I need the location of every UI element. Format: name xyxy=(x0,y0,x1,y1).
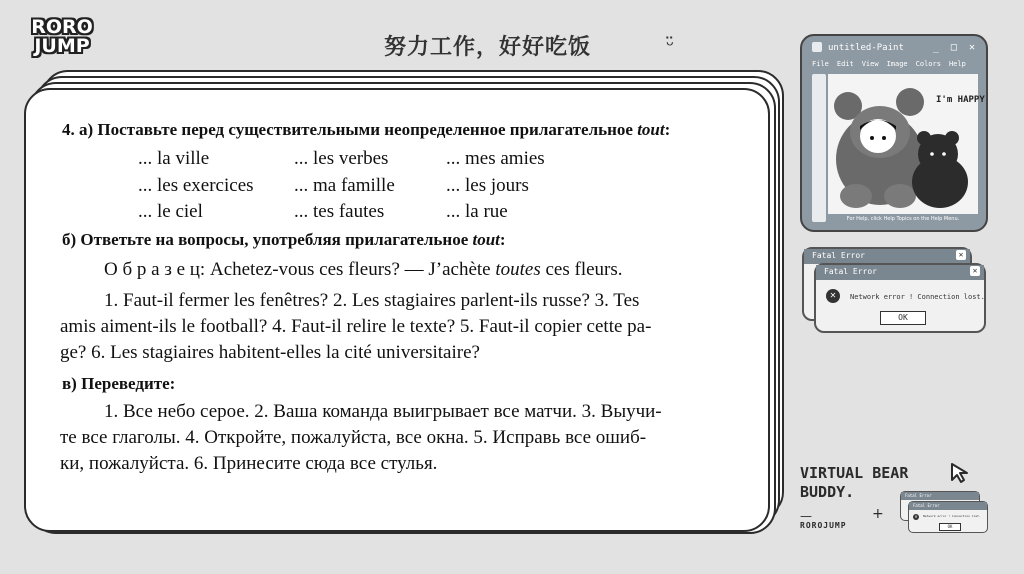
section-b-line: amis aiment-ils le football? 4. Faut-il relire le texte? 5. Faut-il copier cette pa- xyxy=(60,316,652,337)
grid-cell: ... les exercices xyxy=(138,175,254,196)
paint-toolbox[interactable] xyxy=(812,74,826,222)
grid-cell: ... ma famille xyxy=(294,175,395,196)
section-c-line: те все глаголы. 4. Откройте, пожалуйста, все окна. 5. Исправь все ошиб- xyxy=(60,427,647,448)
close-icon[interactable]: ✕ xyxy=(956,250,966,260)
window-controls[interactable]: _ □ ✕ xyxy=(932,42,978,53)
error-message: Network error ! Connection lost. xyxy=(850,293,985,301)
section-a-heading-text: 4. а) Поставьте перед существительными неопределенное прилагательное xyxy=(62,120,638,139)
paint-menu xyxy=(812,60,976,72)
sample-text: Achetez-vous ces fleurs? — J’achète xyxy=(205,259,496,280)
ok-button[interactable]: OK xyxy=(880,311,926,325)
menu-file[interactable]: File xyxy=(812,60,829,68)
paint-help: For Help, click Help Topics on the Help Menu. xyxy=(846,216,960,222)
error-title: Fatal Error xyxy=(812,251,865,260)
sparkle-icon: + xyxy=(872,506,884,522)
sample-italic: toutes xyxy=(495,259,541,280)
error-titlebar xyxy=(804,249,970,264)
mini-error-titlebar xyxy=(909,502,987,510)
logo-line-2: JUMP xyxy=(34,35,90,57)
menu-view[interactable]: View xyxy=(861,60,879,68)
menu-help[interactable]: Help xyxy=(948,60,966,68)
mini-error-message: Network error ! Connection lost. xyxy=(923,514,981,518)
close-icon[interactable]: ✕ xyxy=(970,266,980,276)
mini-error-dialog xyxy=(908,501,988,533)
cursor-icon xyxy=(950,462,970,484)
canvas-text: I'm HAPPY xyxy=(936,95,985,105)
section-a-heading-end: : xyxy=(664,120,671,139)
paint-icon xyxy=(812,42,822,52)
section-c-line: 1. Все небо серое. 2. Ваша команда выигрывает все матчи. 3. Выучи- xyxy=(104,401,662,422)
mini-ok-button[interactable]: OK xyxy=(939,523,961,531)
logo-text xyxy=(26,18,98,56)
bear-illustration xyxy=(828,74,985,214)
section-b-heading-text: б) Ответьте на вопросы, употребляя прилагательное xyxy=(62,230,473,249)
smiley-icon: ᵕ̈ xyxy=(666,33,675,57)
paint-canvas xyxy=(828,74,985,214)
grid-cell: ... la ville xyxy=(138,148,210,169)
section-c-line: ки, пожалуйста. 6. Принесите сюда все стулья. xyxy=(60,453,438,474)
exercise-document xyxy=(24,88,770,532)
error-title: Fatal Error xyxy=(824,267,877,276)
grid-cell: ... mes amies xyxy=(446,148,545,169)
footer-title xyxy=(800,464,908,502)
footer-brand: ROROJUMP xyxy=(800,521,847,530)
sample-end: ces fleurs. xyxy=(540,259,623,280)
mini-error-titlebar xyxy=(901,492,979,500)
grid-cell: ... la rue xyxy=(446,201,508,222)
grid-cell: ... le ciel xyxy=(138,201,203,222)
sample-line xyxy=(104,259,623,281)
error-titlebar xyxy=(816,265,984,280)
grid-cell: ... les jours xyxy=(446,175,529,196)
section-c-heading: в) Переведите: xyxy=(62,374,176,393)
mini-error-icon: ✕ xyxy=(914,514,918,519)
mini-error-title: Fatal Error xyxy=(913,503,940,508)
error-icon: ✕ xyxy=(826,289,840,303)
section-b-heading-italic: tout xyxy=(472,230,500,249)
paint-window xyxy=(800,34,988,232)
grid-cell: ... tes fautes xyxy=(294,201,385,222)
logo-line-1: RORO xyxy=(31,16,93,38)
paint-titlebar xyxy=(810,40,978,58)
sample-label: О б р а з е ц: xyxy=(104,259,206,280)
footer-line-2: BUDDY. xyxy=(800,483,855,501)
section-b-line: 1. Faut-il fermer les fenêtres? 2. Les stagiaires parlent-ils russe? 3. Tes xyxy=(104,290,640,311)
footer-line-1: VIRTUAL BEAR xyxy=(800,464,909,482)
error-dialog xyxy=(814,263,986,333)
section-a-heading-italic: tout xyxy=(637,120,665,139)
menu-image[interactable]: Image xyxy=(886,60,908,68)
section-b-line: ge? 6. Les stagiaires habitent-elles la cité universitaire? xyxy=(60,342,480,363)
section-b-heading xyxy=(62,230,506,250)
menu-colors[interactable]: Colors xyxy=(915,60,941,68)
section-b-heading-end: : xyxy=(499,230,506,249)
menu-edit[interactable]: Edit xyxy=(836,60,854,68)
brand-logo xyxy=(26,18,98,64)
paint-title: untitled-Paint xyxy=(828,43,904,53)
footer-dash: — xyxy=(800,509,812,523)
mini-error-title: Fatal Error xyxy=(905,493,932,498)
grid-cell: ... les verbes xyxy=(294,148,389,169)
page-title: 努力工作，好好吃饭 xyxy=(384,35,592,60)
section-a-heading xyxy=(62,120,670,140)
